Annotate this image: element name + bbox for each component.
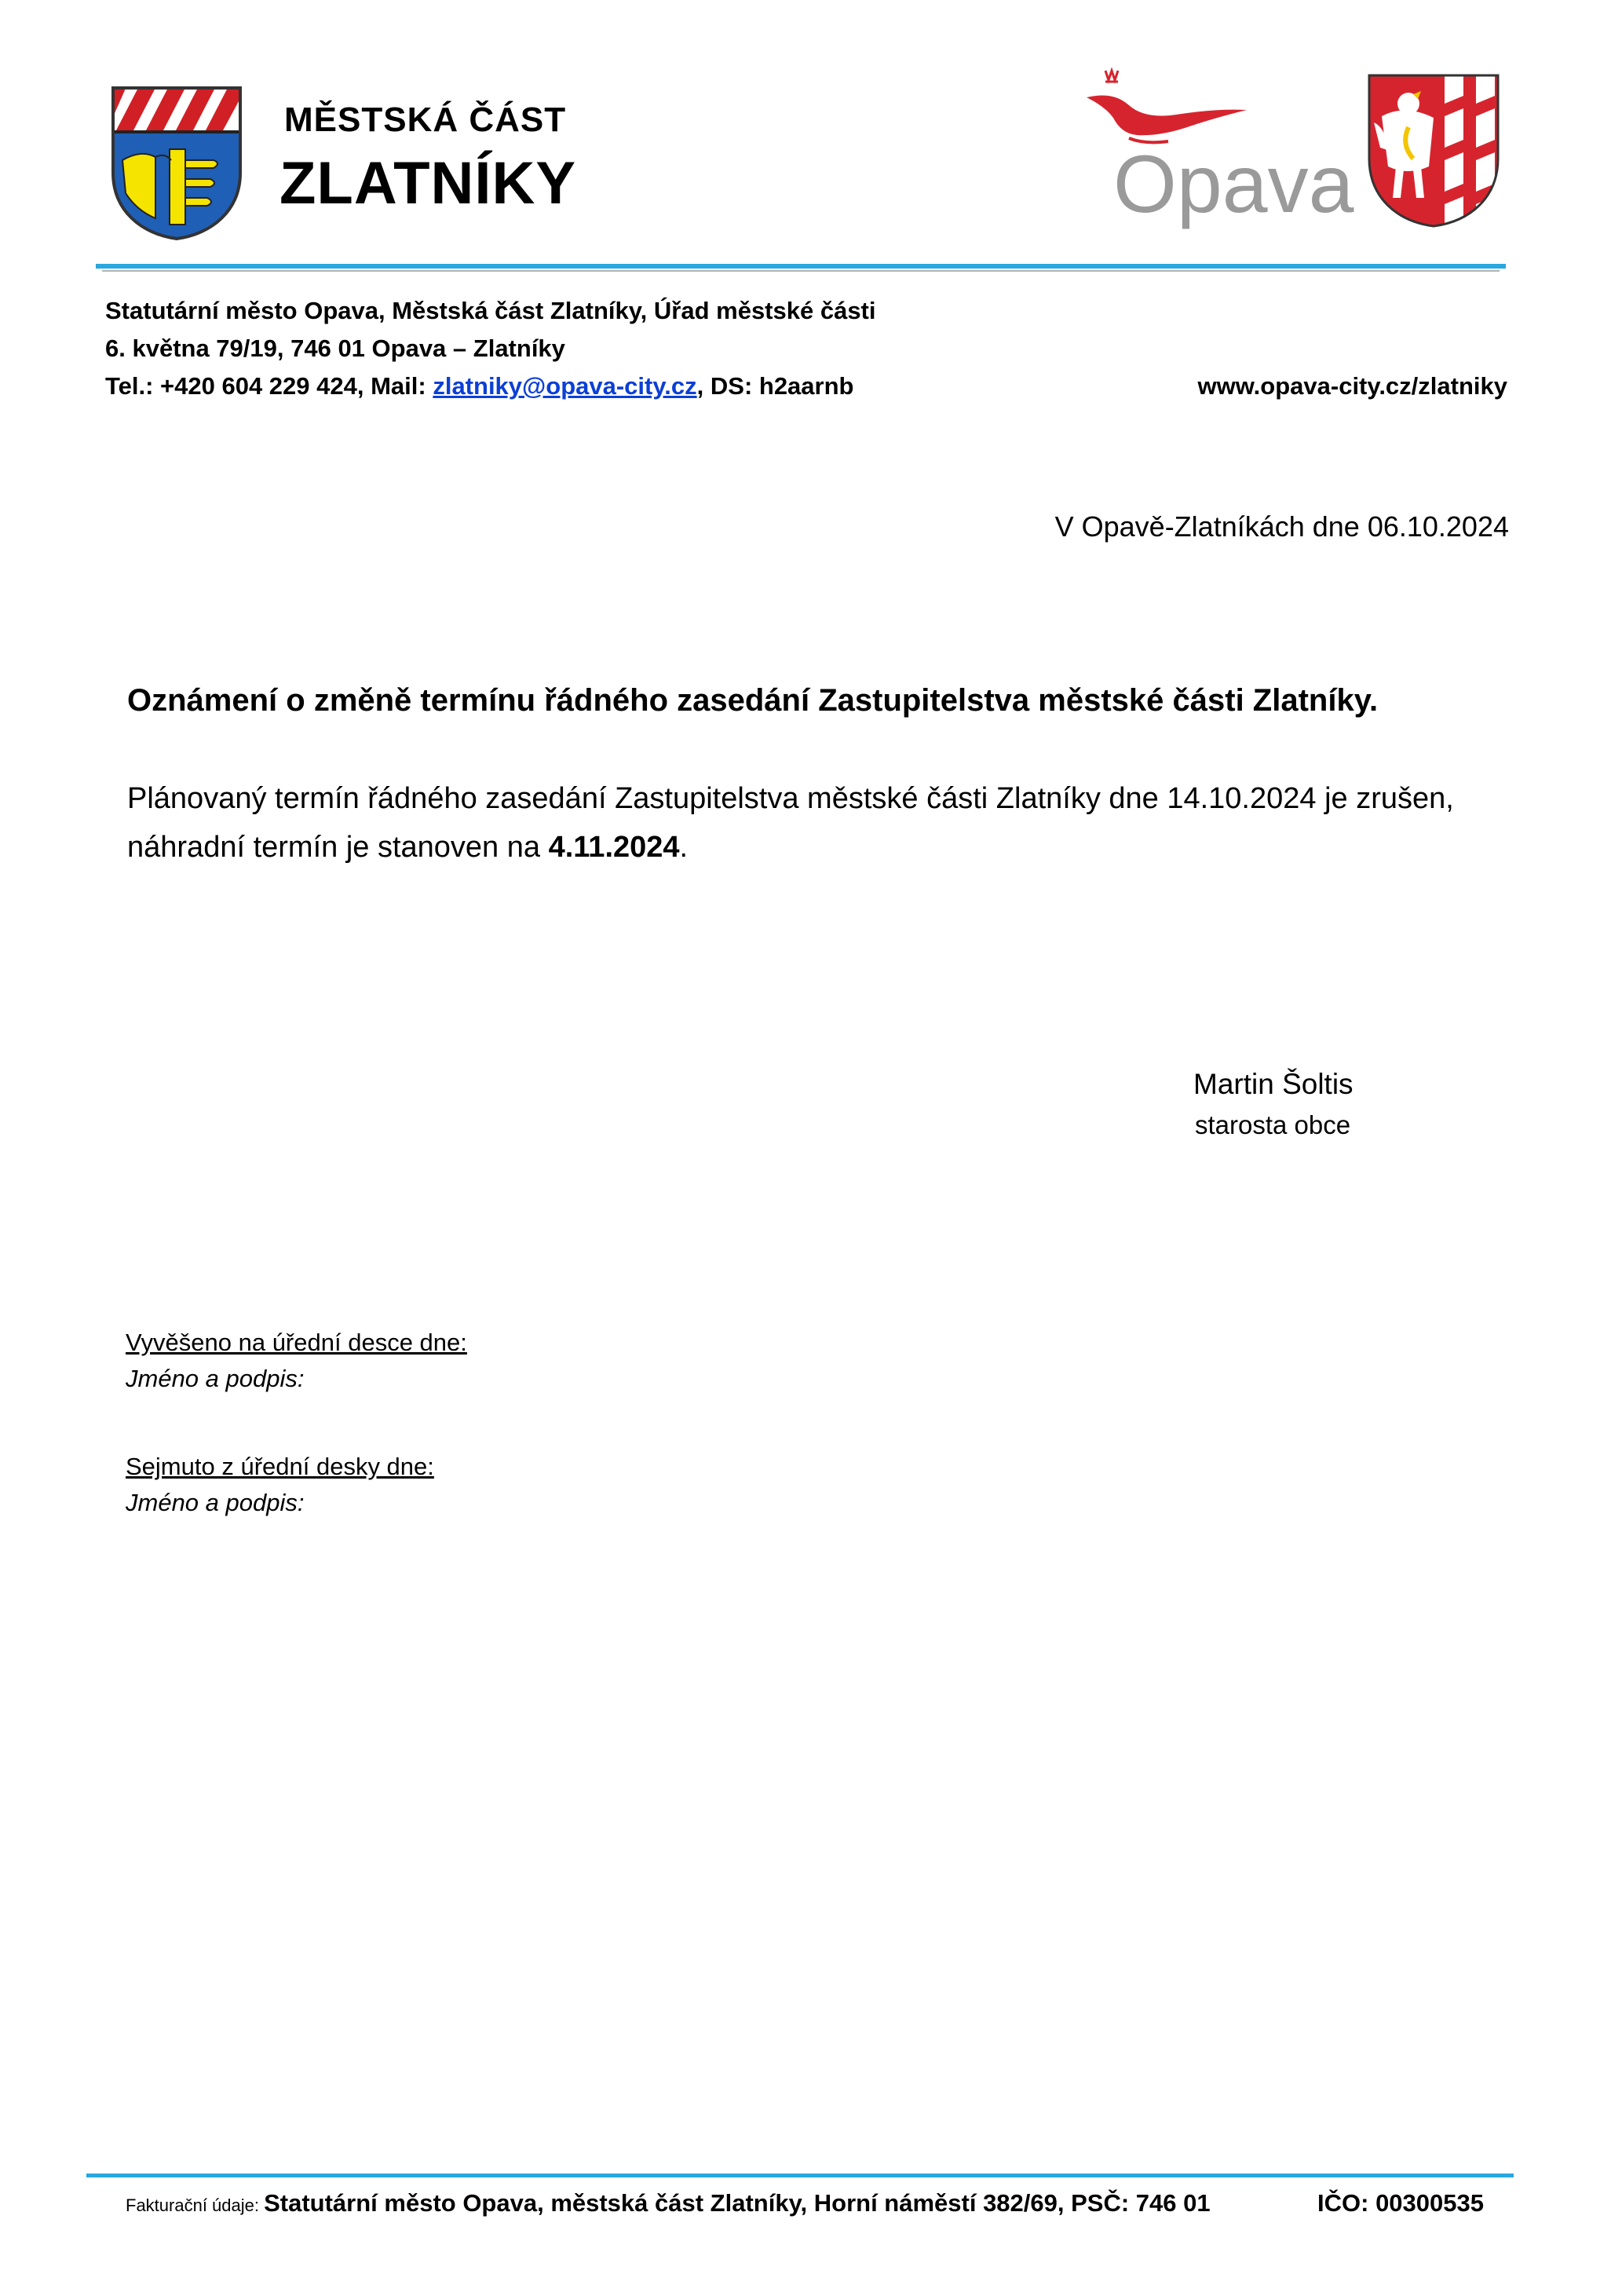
office-contact-line — [105, 372, 853, 400]
contact-databox: , DS: h2aarnb — [696, 372, 854, 400]
new-date: 4.11.2024 — [548, 831, 680, 864]
letter-title: Oznámení o změně termínu řádného zasedání Zastupitelstva městské části Zlatníky. — [127, 683, 1379, 718]
district-name: ZLATNÍKY — [279, 150, 577, 217]
contact-phone: Tel.: +420 604 229 424, Mail: — [105, 372, 433, 400]
removed-signature-label: Jméno a podpis: — [126, 1489, 305, 1516]
email-link[interactable]: zlatniky@opava-city.cz — [433, 372, 697, 400]
signature-role: starosta obce — [1195, 1110, 1351, 1139]
posted-signature-label: Jméno a podpis: — [126, 1365, 305, 1392]
header-rule-shadow — [102, 270, 1500, 272]
header-rule — [96, 264, 1506, 269]
opava-logo-text: Opava — [1113, 139, 1354, 230]
company-id: IČO: 00300535 — [1317, 2189, 1484, 2217]
place-date: V Opavě-Zlatníkách dne 06.10.2024 — [1054, 510, 1509, 543]
district-label: MĚSTSKÁ ČÁST — [284, 101, 567, 139]
signature-name: Martin Šoltis — [1193, 1068, 1353, 1100]
billing-text: Statutární město Opava, městská část Zlatníky, Horní náměstí 382/69, PSČ: 746 01 — [264, 2189, 1211, 2217]
office-address-line2: 6. května 79/19, 746 01 Opava – Zlatníky — [105, 335, 565, 362]
opava-coat-of-arms-icon — [1366, 72, 1501, 229]
body-text: Plánovaný termín řádného zasedání Zastupitelstva městské části Zlatníky dne 14.10.2024 je zrušen, náhradní termín je stanoven na — [127, 782, 1454, 864]
billing-info — [126, 2189, 1211, 2217]
footer-rule — [86, 2174, 1514, 2177]
office-address-line1: Statutární město Opava, Městská část Zlatníky, Úřad městské části — [105, 297, 876, 324]
opava-logo-icon — [1082, 63, 1364, 236]
website-link[interactable]: www.opava-city.cz/zlatniky — [1197, 372, 1507, 400]
posted-label: Vyvěšeno na úřední desce dne: — [126, 1329, 467, 1356]
letter-body — [127, 774, 1509, 872]
body-end: . — [679, 831, 689, 864]
removed-label: Sejmuto z úřední desky dne: — [126, 1453, 434, 1480]
zlatniky-coat-of-arms-icon — [110, 85, 243, 242]
billing-label: Fakturační údaje: — [126, 2195, 265, 2215]
